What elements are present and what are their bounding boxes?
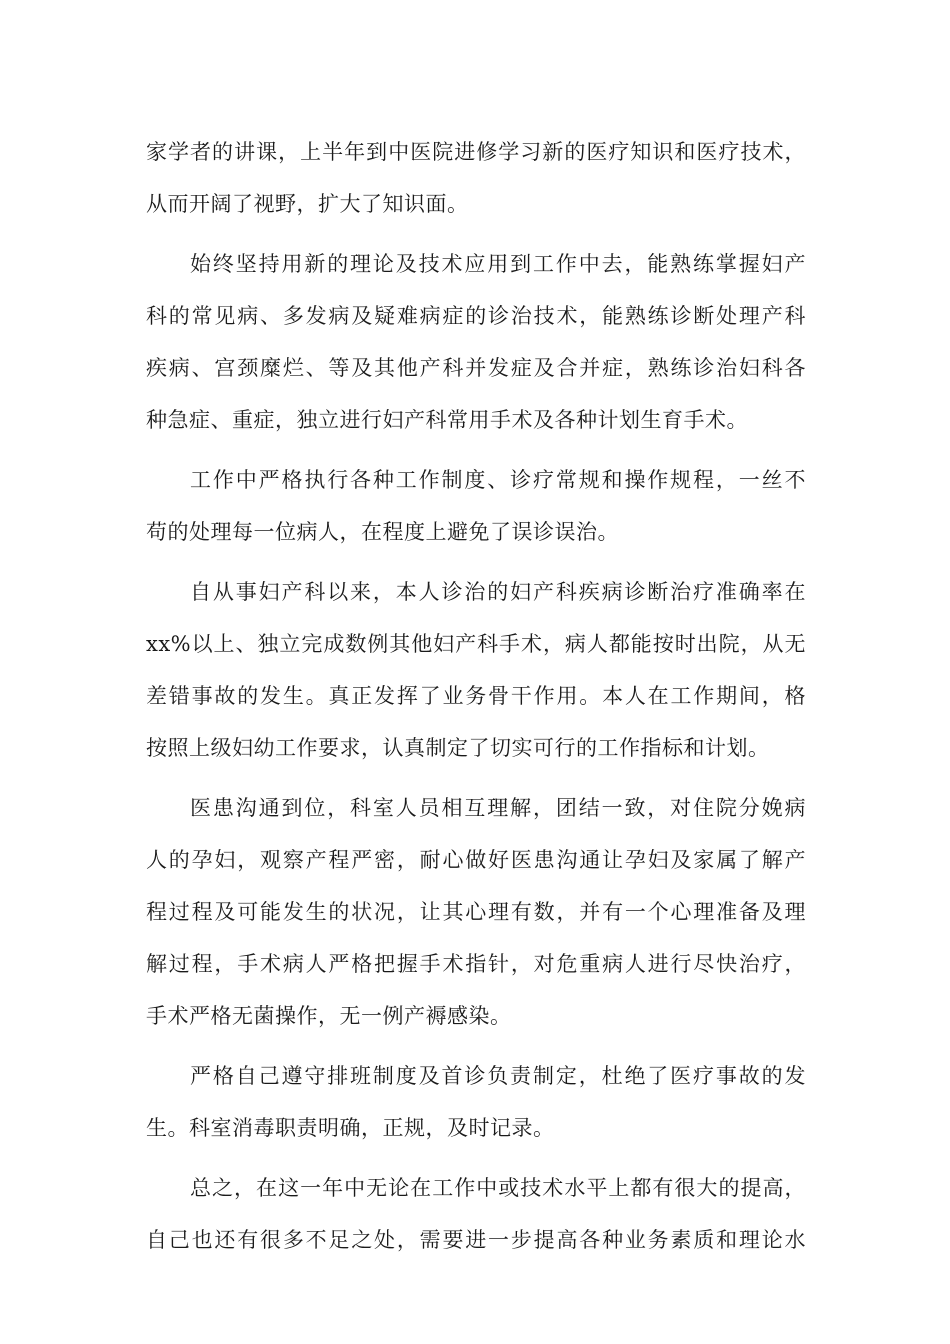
paragraph-line: 医患沟通到位，科室人员相互理解，团结一致，对住院分娩病: [190, 796, 806, 820]
paragraph-line: 苟的处理每一位病人，在程度上避免了误诊误治。: [146, 520, 619, 544]
paragraph-line: 疾病、宫颈糜烂、等及其他产科并发症及合并症，熟练诊治妇科各: [146, 356, 806, 380]
document-body: [146, 126, 806, 1266]
paragraph-line: 自己也还有很多不足之处，需要进一步提高各种业务素质和理论水: [146, 1228, 806, 1252]
paragraph-line: 工作中严格执行各种工作制度、诊疗常规和操作规程，一丝不: [190, 468, 806, 492]
paragraph-line: 科的常见病、多发病及疑难病症的诊治技术，能熟练诊断处理产科: [146, 304, 806, 328]
paragraph-line: 按照上级妇幼工作要求，认真制定了切实可行的工作指标和计划。: [146, 736, 770, 760]
paragraph-line: 种急症、重症，独立进行妇产科常用手术及各种计划生育手术。: [146, 408, 748, 432]
paragraph-line: 总之，在这一年中无论在工作中或技术水平上都有很大的提高，: [190, 1176, 806, 1200]
paragraph-line: 从而开阔了视野，扩大了知识面。: [146, 192, 469, 216]
paragraph-2: [146, 238, 806, 446]
paragraph-line: 手术严格无菌操作，无一例产褥感染。: [146, 1004, 512, 1028]
paragraph-line: 自从事妇产科以来，本人诊治的妇产科疾病诊断治疗准确率在: [190, 580, 806, 604]
paragraph-line: 解过程，手术病人严格把握手术指针，对危重病人进行尽快治疗，: [146, 952, 806, 976]
paragraph-line: 家学者的讲课，上半年到中医院进修学习新的医疗知识和医疗技术，: [146, 140, 806, 164]
paragraph-line: 差错事故的发生。真正发挥了业务骨干作用。本人在工作期间，格: [146, 684, 806, 708]
paragraph-line: 生。科室消毒职责明确，正规，及时记录。: [146, 1116, 555, 1140]
paragraph-line: xx%以上、独立完成数例其他妇产科手术，病人都能按时出院，从无: [146, 632, 806, 656]
paragraph-line: 始终坚持用新的理论及技术应用到工作中去，能熟练掌握妇产: [190, 252, 806, 276]
paragraph-3: [146, 454, 806, 558]
paragraph-line: 程过程及可能发生的状况，让其心理有数，并有一个心理准备及理: [146, 900, 806, 924]
paragraph-5: [146, 782, 806, 1042]
paragraph-1: [146, 126, 806, 230]
paragraph-7: [146, 1162, 806, 1266]
paragraph-4: [146, 566, 806, 774]
paragraph-line: 严格自己遵守排班制度及首诊负责制定，杜绝了医疗事故的发: [190, 1064, 806, 1088]
paragraph-line: 人的孕妇，观察产程严密，耐心做好医患沟通让孕妇及家属了解产: [146, 848, 806, 872]
paragraph-6: [146, 1050, 806, 1154]
